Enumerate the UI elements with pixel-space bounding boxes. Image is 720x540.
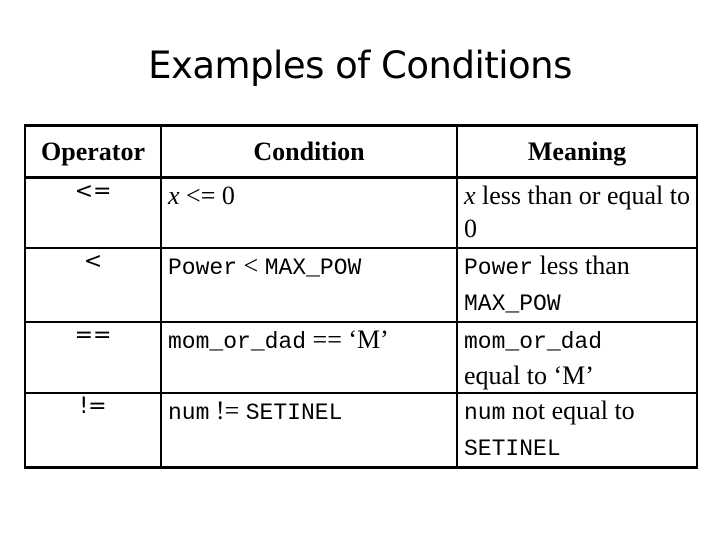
table-row [25, 178, 697, 248]
condition-op: != [209, 395, 246, 425]
meaning-cell [457, 248, 697, 322]
condition-var: x [168, 181, 180, 210]
condition-cell [161, 178, 457, 248]
condition-cell [161, 248, 457, 322]
meaning-rest: equal to ‘M’ [464, 360, 594, 390]
header-condition: Condition [161, 126, 457, 178]
condition-rhs: MAX_POW [264, 254, 362, 281]
meaning-mid: less than [533, 250, 630, 280]
meaning-lhs: num [464, 399, 506, 426]
conditions-table [24, 124, 698, 469]
header-operator: Operator [25, 126, 161, 178]
slide-title: Examples of Conditions [148, 44, 572, 87]
meaning-mid: not equal to [505, 395, 635, 425]
meaning-rhs: SETINEL [464, 435, 561, 462]
table-header-row [25, 126, 697, 178]
condition-cell [161, 393, 457, 468]
condition-rest: <= 0 [179, 181, 235, 210]
table-row [25, 322, 697, 393]
operator-cell: == [25, 322, 161, 393]
condition-rhs: ‘M’ [348, 324, 389, 354]
meaning-lhs: Power [464, 254, 534, 281]
meaning-cell [457, 322, 697, 393]
header-meaning: Meaning [457, 126, 697, 178]
condition-op: < [237, 250, 265, 280]
condition-op: == [306, 324, 349, 354]
operator-cell: < [25, 248, 161, 322]
condition-rhs: SETINEL [245, 399, 343, 426]
operator-cell: != [25, 393, 161, 468]
meaning-cell [457, 393, 697, 468]
table-row [25, 393, 697, 468]
meaning-var: x [464, 181, 476, 210]
meaning-cell [457, 178, 697, 248]
condition-lhs: num [168, 399, 210, 426]
table-row [25, 248, 697, 322]
condition-lhs: Power [168, 254, 238, 281]
condition-cell [161, 322, 457, 393]
meaning-rest: less than or equal to 0 [464, 181, 690, 243]
meaning-rhs: MAX_POW [464, 290, 561, 317]
operator-cell: <= [25, 178, 161, 248]
meaning-lhs: mom_or_dad [464, 328, 603, 355]
condition-lhs: mom_or_dad [168, 328, 307, 355]
